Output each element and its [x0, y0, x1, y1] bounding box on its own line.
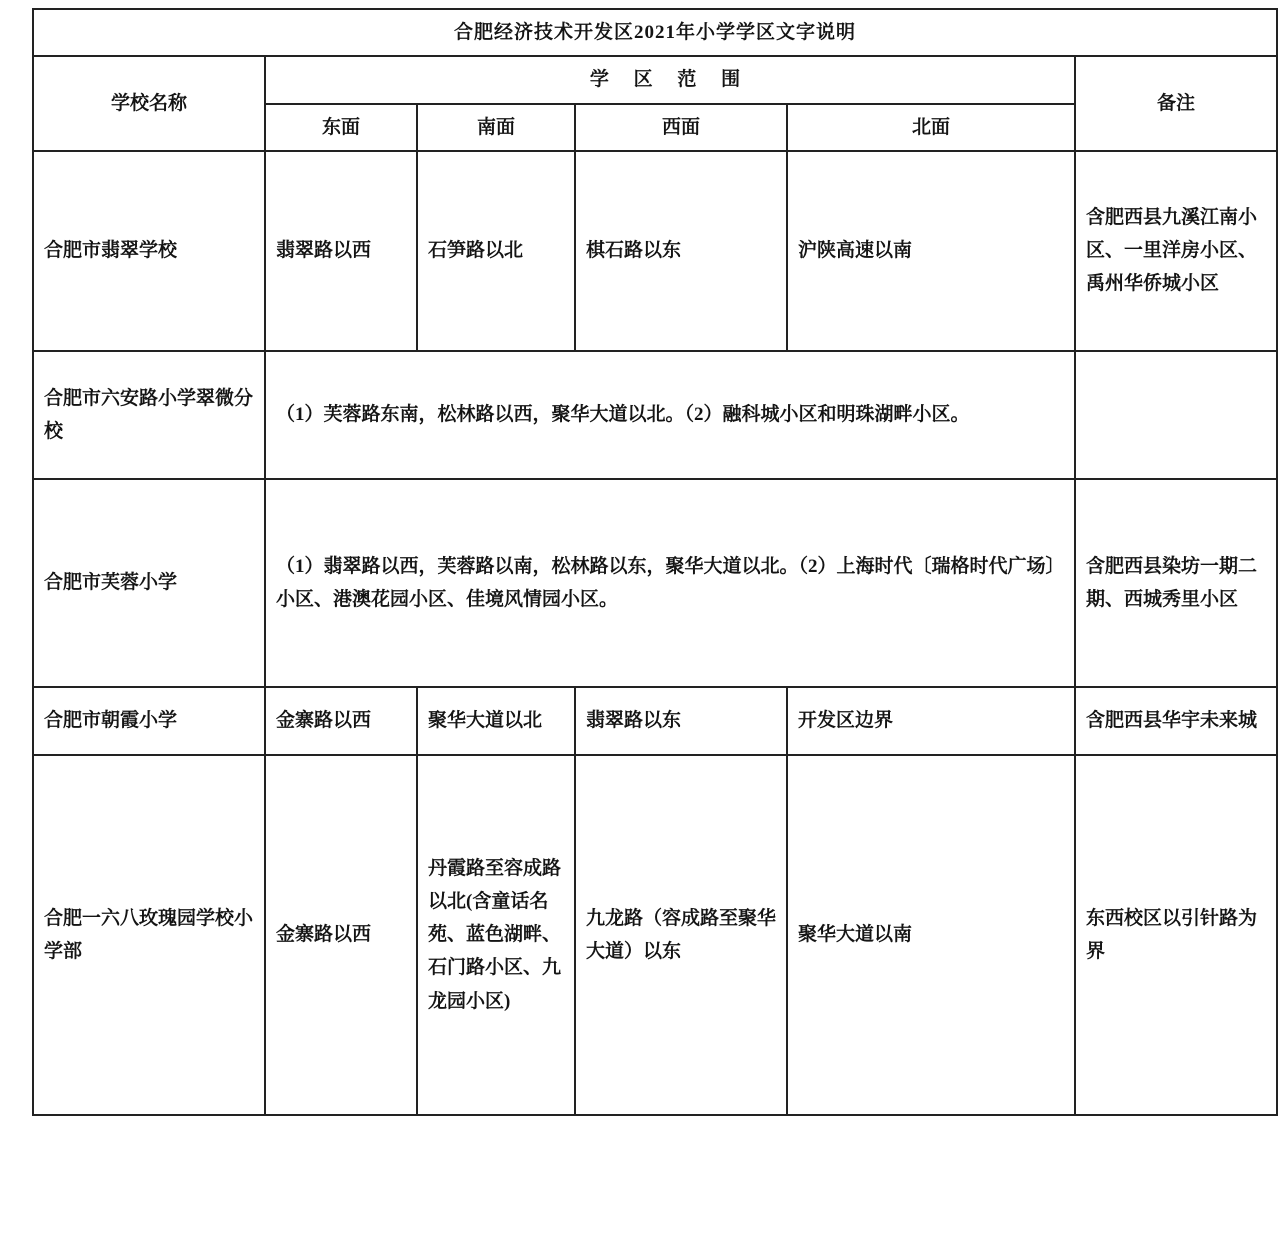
row-west: 翡翠路以东	[575, 687, 787, 755]
school-district-table	[32, 8, 1278, 1116]
header-west: 西面	[575, 104, 787, 151]
header-school-name: 学校名称	[33, 56, 265, 151]
row-remark: 含肥西县染坊一期二期、西城秀里小区	[1075, 479, 1277, 687]
row-school-name: 合肥一六八玫瑰园学校小学部	[33, 755, 265, 1115]
row-west: 棋石路以东	[575, 151, 787, 351]
row-scope-merged: （1）芙蓉路东南，松林路以西，聚华大道以北。（2）融科城小区和明珠湖畔小区。	[265, 351, 1075, 479]
page-title: 合肥经济技术开发区2021年小学学区文字说明	[33, 9, 1277, 56]
row-north: 聚华大道以南	[787, 755, 1075, 1115]
header-north: 北面	[787, 104, 1075, 151]
table-row	[33, 687, 1277, 755]
row-north: 开发区边界	[787, 687, 1075, 755]
row-school-name: 合肥市六安路小学翠微分校	[33, 351, 265, 479]
row-remark: 东西校区以引针路为界	[1075, 755, 1277, 1115]
header-remark: 备注	[1075, 56, 1277, 151]
row-east: 金寨路以西	[265, 687, 417, 755]
row-south: 石笋路以北	[417, 151, 575, 351]
row-north: 沪陕高速以南	[787, 151, 1075, 351]
row-south: 聚华大道以北	[417, 687, 575, 755]
row-east: 翡翠路以西	[265, 151, 417, 351]
table-row	[33, 479, 1277, 687]
row-school-name: 合肥市翡翠学校	[33, 151, 265, 351]
row-west: 九龙路（容成路至聚华大道）以东	[575, 755, 787, 1115]
table-row	[33, 351, 1277, 479]
row-south: 丹霞路至容成路以北(含童话名苑、蓝色湖畔、石门路小区、九龙园小区)	[417, 755, 575, 1115]
row-east: 金寨路以西	[265, 755, 417, 1115]
row-remark	[1075, 351, 1277, 479]
row-remark: 含肥西县九溪江南小区、一里洋房小区、禹州华侨城小区	[1075, 151, 1277, 351]
row-remark: 含肥西县华宇未来城	[1075, 687, 1277, 755]
row-scope-merged: （1）翡翠路以西，芙蓉路以南，松林路以东，聚华大道以北。（2）上海时代〔瑞格时代广场〕小区、港澳花园小区、佳境风情园小区。	[265, 479, 1075, 687]
table-row	[33, 755, 1277, 1115]
row-school-name: 合肥市朝霞小学	[33, 687, 265, 755]
header-east: 东面	[265, 104, 417, 151]
table-header-row-1	[33, 56, 1277, 103]
header-scope: 学 区 范 围	[265, 56, 1075, 103]
table-title-row	[33, 9, 1277, 56]
row-school-name: 合肥市芙蓉小学	[33, 479, 265, 687]
table-row	[33, 151, 1277, 351]
header-south: 南面	[417, 104, 575, 151]
